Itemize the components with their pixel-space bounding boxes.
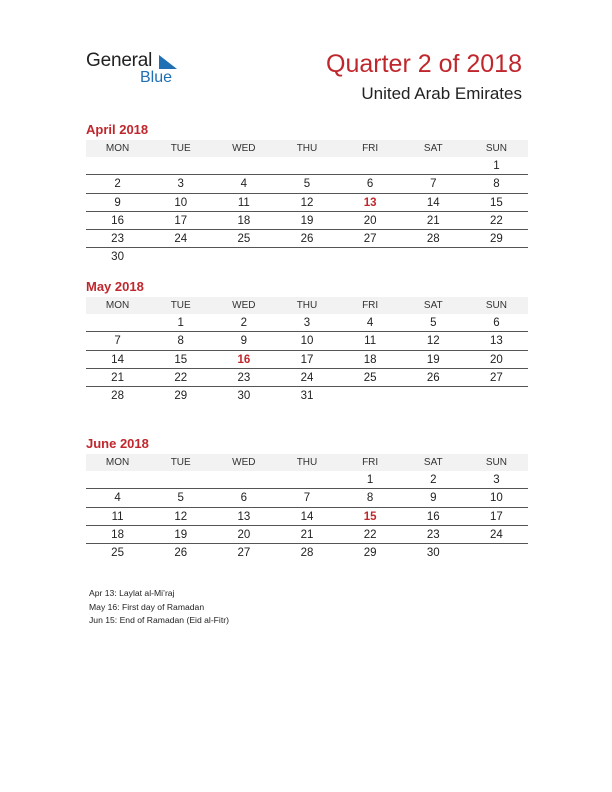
day-cell: 9 bbox=[114, 196, 121, 209]
week-row bbox=[86, 489, 528, 507]
month-june bbox=[86, 436, 528, 561]
day-cell: 16 bbox=[111, 214, 124, 227]
day-cell: 25 bbox=[237, 233, 251, 246]
day-cell: 6 bbox=[366, 178, 374, 191]
day-cell: 12 bbox=[426, 335, 440, 348]
week-row bbox=[86, 314, 528, 332]
day-cell: 3 bbox=[493, 474, 500, 486]
day-cell: 17 bbox=[490, 510, 503, 523]
day-cell bbox=[275, 157, 338, 175]
weekday-label: SUN bbox=[485, 143, 507, 154]
week-row bbox=[86, 230, 528, 248]
day-cell bbox=[86, 314, 149, 332]
weekday-label: FRI bbox=[362, 457, 379, 468]
page-subtitle: United Arab Emirates bbox=[361, 84, 522, 103]
weekday-label: THU bbox=[296, 300, 318, 311]
week-row bbox=[86, 157, 528, 175]
day-cell: 11 bbox=[111, 510, 124, 523]
logo-word-blue: Blue bbox=[140, 69, 173, 86]
weekday-label: SAT bbox=[423, 457, 443, 468]
day-cell bbox=[402, 157, 465, 175]
day-cell: 8 bbox=[177, 335, 184, 348]
week-row bbox=[86, 351, 528, 369]
day-cell: 10 bbox=[300, 335, 314, 348]
logo bbox=[86, 50, 196, 90]
weekday-label: FRI bbox=[362, 143, 379, 154]
day-cell: 14 bbox=[300, 510, 314, 523]
weekday-label: SAT bbox=[423, 300, 443, 311]
day-cell: 22 bbox=[363, 528, 377, 541]
day-cell: 30 bbox=[111, 251, 124, 264]
day-cell: 28 bbox=[426, 233, 440, 246]
day-cell: 27 bbox=[363, 233, 377, 246]
weekday-label: TUE bbox=[170, 457, 191, 468]
day-cell bbox=[402, 248, 465, 266]
day-cell: 4 bbox=[240, 178, 248, 191]
day-cell: 25 bbox=[363, 371, 377, 384]
day-cell bbox=[212, 248, 275, 266]
month-title: April 2018 bbox=[86, 122, 149, 137]
day-cell: 17 bbox=[300, 353, 314, 366]
day-cell: 14 bbox=[426, 196, 440, 209]
day-cell: 5 bbox=[177, 492, 184, 505]
day-cell: 21 bbox=[300, 528, 314, 541]
page-title: Quarter 2 of 2018 bbox=[326, 50, 522, 78]
day-cell: 26 bbox=[300, 233, 314, 246]
month-april bbox=[86, 122, 528, 266]
day-cell: 11 bbox=[237, 196, 250, 209]
day-cell bbox=[212, 471, 275, 489]
day-cell: 15 bbox=[363, 510, 377, 523]
day-cell: 26 bbox=[174, 547, 188, 560]
week-row bbox=[86, 471, 528, 489]
day-cell bbox=[339, 387, 402, 405]
week-row bbox=[86, 248, 528, 265]
day-cell: 8 bbox=[366, 492, 374, 505]
day-cell: 19 bbox=[426, 353, 440, 366]
day-cell: 19 bbox=[300, 214, 314, 227]
weekday-label: WED bbox=[232, 143, 256, 154]
day-cell: 2 bbox=[240, 317, 248, 329]
week-row bbox=[86, 387, 528, 404]
day-cell: 9 bbox=[430, 492, 437, 505]
holiday-notes bbox=[89, 587, 229, 628]
day-cell: 4 bbox=[366, 317, 374, 329]
day-cell: 23 bbox=[237, 371, 251, 384]
month-may bbox=[86, 279, 528, 404]
day-cell: 29 bbox=[363, 547, 377, 560]
day-cell: 26 bbox=[426, 371, 440, 384]
weekday-label: SUN bbox=[485, 300, 507, 311]
day-cell: 1 bbox=[177, 317, 184, 329]
day-cell: 30 bbox=[426, 547, 440, 560]
weekday-label: FRI bbox=[362, 300, 379, 311]
day-cell: 20 bbox=[490, 353, 503, 366]
day-cell bbox=[275, 248, 338, 266]
day-cell: 6 bbox=[240, 492, 248, 505]
weekday-header bbox=[86, 454, 528, 471]
day-cell: 29 bbox=[490, 233, 503, 246]
day-cell: 22 bbox=[174, 371, 188, 384]
day-cell bbox=[149, 157, 212, 175]
day-cell bbox=[212, 157, 275, 175]
day-cell: 31 bbox=[300, 390, 314, 403]
day-cell bbox=[339, 248, 402, 266]
month-title: June 2018 bbox=[86, 436, 149, 451]
weekday-label: SUN bbox=[485, 457, 507, 468]
week-row bbox=[86, 332, 528, 350]
week-row bbox=[86, 212, 528, 230]
day-cell: 2 bbox=[114, 178, 121, 191]
day-cell: 7 bbox=[114, 335, 121, 348]
day-cell bbox=[149, 248, 212, 266]
day-cell: 16 bbox=[426, 510, 440, 523]
day-cell: 12 bbox=[300, 196, 314, 209]
day-cell: 13 bbox=[490, 335, 503, 348]
day-cell: 3 bbox=[177, 178, 184, 191]
day-cell: 30 bbox=[237, 390, 251, 403]
day-cell: 23 bbox=[426, 528, 440, 541]
day-cell: 7 bbox=[303, 492, 311, 505]
day-cell: 21 bbox=[111, 371, 124, 384]
day-cell: 2 bbox=[430, 474, 437, 486]
weekday-label: MON bbox=[105, 457, 130, 468]
weekday-label: TUE bbox=[170, 143, 191, 154]
weekday-header bbox=[86, 297, 528, 314]
weekday-label: WED bbox=[232, 300, 256, 311]
day-cell: 14 bbox=[111, 353, 124, 366]
day-cell: 28 bbox=[300, 547, 314, 560]
day-cell: 10 bbox=[174, 196, 188, 209]
day-cell: 12 bbox=[174, 510, 188, 523]
weekday-label: WED bbox=[232, 457, 256, 468]
day-cell: 22 bbox=[490, 214, 503, 227]
day-cell: 5 bbox=[303, 178, 311, 191]
week-row bbox=[86, 175, 528, 193]
day-cell: 17 bbox=[174, 214, 188, 227]
day-cell bbox=[465, 387, 528, 405]
holiday-note: Jun 15: End of Ramadan (Eid al-Fitr) bbox=[89, 615, 229, 625]
day-cell: 15 bbox=[490, 196, 503, 209]
day-cell: 27 bbox=[237, 547, 251, 560]
month-title: May 2018 bbox=[86, 279, 144, 294]
holiday-note: Apr 13: Laylat al-Mi’raj bbox=[89, 588, 175, 598]
day-cell: 24 bbox=[174, 233, 188, 246]
day-cell: 18 bbox=[237, 214, 251, 227]
day-cell bbox=[149, 471, 212, 489]
day-cell: 11 bbox=[364, 335, 377, 348]
day-cell bbox=[465, 544, 528, 562]
day-cell: 15 bbox=[174, 353, 188, 366]
day-cell: 16 bbox=[237, 353, 251, 366]
day-cell: 10 bbox=[490, 492, 503, 505]
weekday-label: SAT bbox=[423, 143, 443, 154]
weekday-label: THU bbox=[296, 143, 318, 154]
day-cell: 9 bbox=[240, 335, 248, 348]
day-cell: 24 bbox=[300, 371, 314, 384]
week-row bbox=[86, 508, 528, 526]
week-row bbox=[86, 526, 528, 544]
week-row bbox=[86, 194, 528, 212]
day-cell: 5 bbox=[430, 317, 437, 329]
day-cell: 18 bbox=[111, 528, 124, 541]
day-cell: 20 bbox=[237, 528, 251, 541]
week-row bbox=[86, 369, 528, 387]
week-row bbox=[86, 544, 528, 561]
day-cell bbox=[465, 248, 528, 266]
day-cell bbox=[402, 387, 465, 405]
day-cell: 4 bbox=[114, 492, 121, 505]
day-cell: 21 bbox=[426, 214, 440, 227]
day-cell: 13 bbox=[363, 196, 377, 209]
weekday-label: TUE bbox=[170, 300, 191, 311]
weekday-label: MON bbox=[105, 143, 130, 154]
day-cell: 6 bbox=[493, 317, 500, 329]
day-cell: 20 bbox=[363, 214, 377, 227]
weekday-label: MON bbox=[105, 300, 130, 311]
day-cell: 24 bbox=[490, 528, 503, 541]
day-cell: 1 bbox=[493, 160, 500, 172]
logo-word-general: General bbox=[86, 50, 153, 71]
weekday-header bbox=[86, 140, 528, 157]
day-cell: 19 bbox=[174, 528, 188, 541]
day-cell: 7 bbox=[430, 178, 437, 191]
day-cell bbox=[86, 157, 149, 175]
day-cell: 1 bbox=[366, 474, 374, 486]
day-cell: 28 bbox=[111, 390, 124, 403]
day-cell bbox=[275, 471, 338, 489]
day-cell: 29 bbox=[174, 390, 188, 403]
day-cell bbox=[86, 471, 149, 489]
day-cell: 13 bbox=[237, 510, 251, 523]
day-cell: 8 bbox=[493, 178, 500, 191]
day-cell: 27 bbox=[490, 371, 503, 384]
day-cell: 18 bbox=[363, 353, 377, 366]
holiday-note: May 16: First day of Ramadan bbox=[89, 601, 205, 612]
day-cell: 25 bbox=[111, 547, 124, 560]
weekday-label: THU bbox=[296, 457, 318, 468]
day-cell: 3 bbox=[303, 317, 311, 329]
day-cell: 23 bbox=[111, 233, 124, 246]
day-cell bbox=[339, 157, 402, 175]
